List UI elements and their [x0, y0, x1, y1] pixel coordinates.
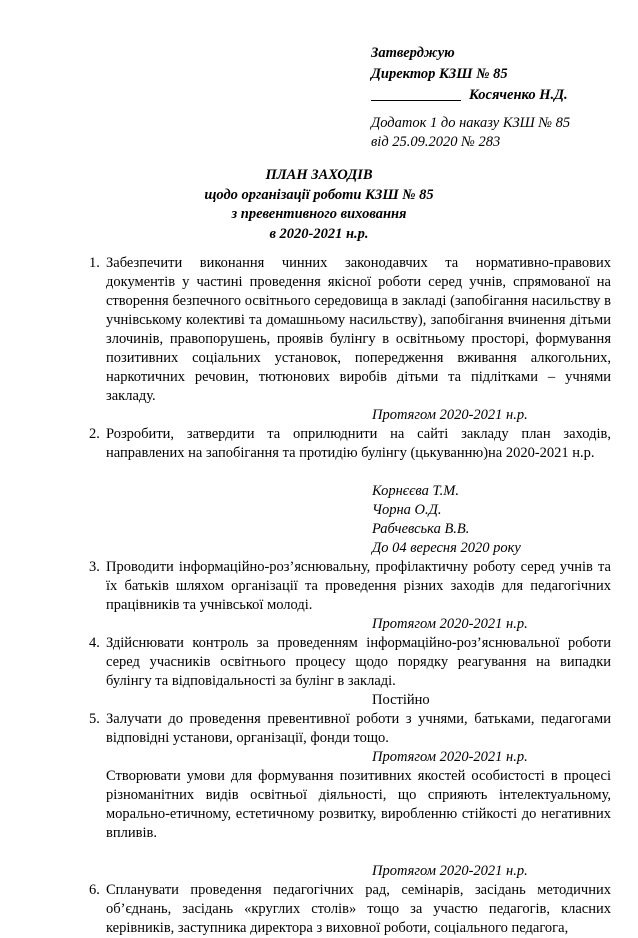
title-line-1: ПЛАН ЗАХОДІВ [265, 167, 373, 183]
item-number: 2. [89, 426, 100, 442]
plan-item-5 [89, 710, 611, 748]
item-text: Спланувати проведення педагогічних рад, семінарів, засідань методичних об’єднань, засідань «круглих столів» тощо за участю педагогів, класних керівників, заступника директора з виховної роботи, соціального педагога, [106, 882, 611, 936]
item-number: 3. [89, 559, 100, 575]
plan-item-2 [89, 425, 611, 463]
item-text: Проводити інформаційно-роз’яснювальну, профілактичну роботу серед учнів та їх батьків шляхом організації та проведення різних заходів для педагогічних працівників та учнівської молоді. [106, 559, 611, 613]
plan-item-6 [89, 881, 611, 938]
item-text: Залучати до проведення превентивної роботи з учнями, батьками, педагогами відповідні установи, організації, фонди тощо. [106, 711, 611, 746]
approval-position: Директор КЗШ № 85 [371, 66, 508, 82]
approval-signature [371, 85, 568, 106]
item-term: Протягом 2020-2021 н.р. [372, 407, 528, 423]
item-text: Здійснювати контроль за проведенням інформаційно-роз’яснювальної роботи серед учасників освітнього процесу щодо порядку реагування на випадки булінгу та відповідальності за булінг в закладі. [106, 635, 611, 689]
responsible-person: Чорна О.Д. [372, 502, 442, 518]
item-term: Протягом 2020-2021 н.р. [372, 863, 528, 879]
plan-item-4 [89, 634, 611, 691]
appendix-date: від 25.09.2020 № 283 [371, 134, 501, 150]
item-number: 5. [89, 711, 100, 727]
item-term: Протягом 2020-2021 н.р. [372, 616, 528, 632]
item-number: 1. [89, 255, 100, 271]
plan-item-3 [89, 558, 611, 615]
title-line-4: в 2020-2021 н.р. [269, 225, 369, 242]
appendix-line: Додаток 1 до наказу КЗШ № 85 [371, 115, 571, 131]
item-text: Розробити, затвердити та оприлюднити на сайті закладу план заходів, направлених на запобігання та протидію булінгу (цькуванню)на 2020-2021 н.р. [106, 426, 611, 461]
appendix-block [371, 114, 570, 152]
item-text: Забезпечити виконання чинних законодавчих та нормативно-правових документів у частині проведення якісної роботи серед учнів, спрямованої на створення безпечного освітнього середовища в закладі (запобігання насильству в учнівському колективі та домашньому насильству), запобігання вчинення дітьми злочинів, правопорушень, проявів булінгу в освітньому просторі, формування позитивних соціальних установок, попередження вживання алкогольних, наркотичних речовин, тютюнових виробів дітьми та підлітками – учнями закладу. [106, 255, 611, 404]
plan-title [0, 166, 638, 244]
responsible-person: Корнєєва Т.М. [372, 483, 459, 499]
title-line-3: з превентивного виховання [231, 206, 407, 222]
item-term: До 04 вересня 2020 року [372, 540, 521, 556]
item-number: 4. [89, 635, 100, 651]
item-extra-text: Створювати умови для формування позитивних якостей особистості в процесі різноманітних видів освітньої діяльності, що сприяють інтелектуальному, морально-етичному, естетичному розвитку, виробленню стійкості до негативних впливів. [106, 768, 611, 841]
title-line-2: щодо організації роботи КЗШ № 85 [204, 186, 434, 203]
responsible-person: Рабчевська В.В. [372, 521, 470, 537]
approval-block [371, 43, 568, 106]
plan-items [89, 254, 611, 938]
approval-heading: Затверджую [371, 45, 455, 61]
approval-name: Косяченко Н.Д. [469, 87, 568, 103]
signature-line [371, 86, 461, 101]
item-number: 6. [89, 882, 100, 898]
item-term: Постійно [372, 692, 430, 708]
item-term: Протягом 2020-2021 н.р. [372, 749, 528, 765]
plan-item-1 [89, 254, 611, 406]
